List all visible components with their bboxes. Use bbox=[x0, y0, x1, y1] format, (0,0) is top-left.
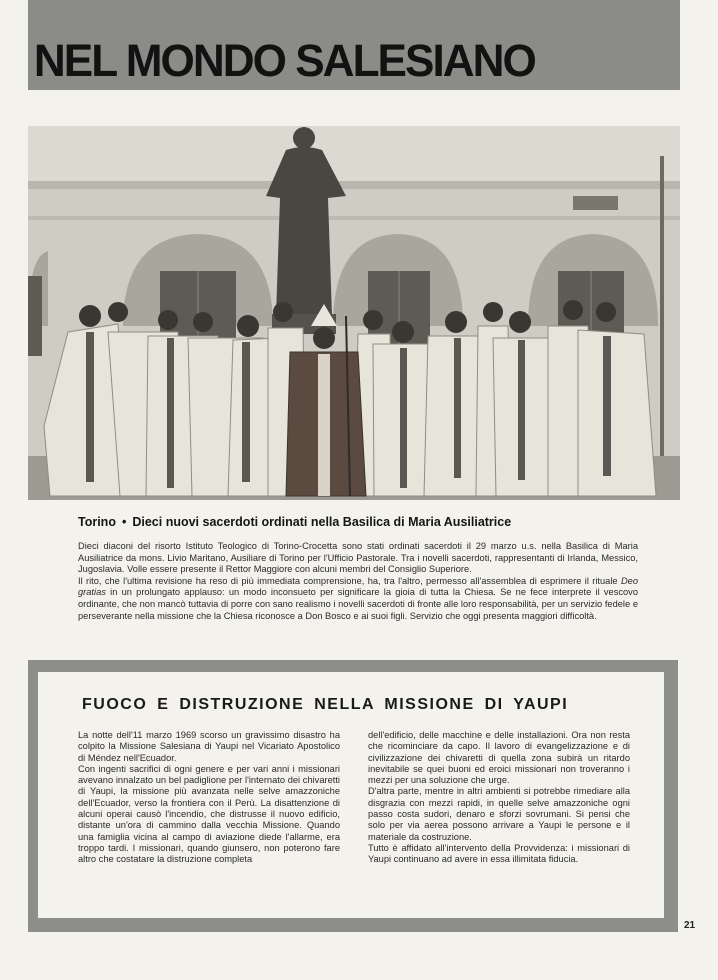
section-banner bbox=[28, 0, 680, 90]
article2-headline: FUOCO E DISTRUZIONE NELLA MISSIONE DI YAUPI bbox=[82, 696, 569, 713]
article1-location: Torino bbox=[78, 515, 116, 529]
article2-paragraph: Tutto è affidato all'intervento della Provvidenza: i missionari di Yaupi continuano ad avere in essa illimitata fiducia. bbox=[368, 842, 630, 865]
article2-paragraph: Con ingenti sacrifici di ogni genere e per vari anni i missionari avevano innalzato un bel padiglione per l'internato dei chivaretti di Yaupi, la missione più avanzata nelle selve amazzoniche dell'Ecuador, verso la frontiera con il Perù. La disattenzione di alcuni operai causò l'incendio, che distrusse il nuovo edificio, distante un'ora di cammino dalla vecchia Missione. Quando una famiglia vicina al campo di aviazione diede l'allarme, era troppo tardi. I missionari, quando giunsero, non poterono fare altro che costatare la distruzione completa bbox=[78, 763, 340, 865]
section-title: NEL MONDO SALESIANO bbox=[33, 35, 535, 86]
article1-paragraph bbox=[78, 576, 638, 622]
article2-paragraph: dell'edificio, delle macchine e delle installazioni. Ora non resta che ricominciare da capo. Il lavoro di evangelizzazione e di civilizzazione dei chivaretti di quella zona subirà un ritardo inevitabile se quei buoni ed eroici missionari non troveranno i mezzi per una soluzione che urge. bbox=[368, 730, 630, 786]
article2-column-left bbox=[78, 730, 340, 866]
article2-box-inner bbox=[38, 672, 664, 918]
article1-paragraph-part: in un prolungato applauso: un modo inconsueto per significare la gioia di tutta la Chiesa. Se ne fece interprete il vescovo ordinante, che non mancò tuttavia di porre con sano realismo i novelli sacerdoti di fronte alle loro responsabilità, per un servizio fedele e perseverante nella missione che la Chiesa riconosce a Don Bosco e ai suoi figli. Servizio che oggi presenta maggiori difficoltà. bbox=[78, 587, 638, 621]
article1-headline-text: Dieci nuovi sacerdoti ordinati nella Basilica di Maria Ausiliatrice bbox=[132, 515, 512, 529]
article2-box bbox=[28, 660, 678, 932]
article1-italic-phrase: Deo gratias bbox=[78, 575, 638, 598]
ordination-group-photo bbox=[28, 126, 680, 500]
article2-paragraph: D'altra parte, mentre in altri ambienti si potrebbe rimediare alla disgrazia con mezzi rapidi, in quelle selve amazzoniche ogni passo costa sudori, denaro e sforzi sovrumani. Si pensi che solo per via aerea possono arrivare a Yaupi le persone e il materiale da costruzione. bbox=[368, 786, 630, 842]
article1-body bbox=[78, 541, 638, 622]
article2-column-right bbox=[368, 730, 630, 866]
article1-paragraph: Dieci diaconi del risorto Istituto Teologico di Torino-Crocetta sono stati ordinati sacerdoti il 29 marzo u.s. nella Basilica di Maria Ausiliatrice da mons. Livio Maritano, Ausiliare di Torino per l'Ufficio Pastorale. Tra i novelli sacerdoti, rappresentanti di Irlanda, Messico, Jugoslavia. Volle essere presente il Rettor Maggiore con alcuni membri del Consiglio Superiore. bbox=[78, 541, 638, 575]
page-number: 21 bbox=[684, 920, 696, 931]
headline-separator: • bbox=[121, 515, 127, 529]
article1-headline bbox=[78, 515, 638, 529]
article2-paragraph: La notte dell'11 marzo 1969 scorso un gravissimo disastro ha colpito la Missione Salesiana di Yaupi nel Vicariato Apostolico di Méndez nell'Ecuador. bbox=[78, 730, 340, 763]
article1-paragraph-part: Il rito, che l'ultima revisione ha reso di più immediata comprensione, ha, tra l'altro, permesso all'assemblea di esprimere il rituale bbox=[78, 575, 621, 586]
